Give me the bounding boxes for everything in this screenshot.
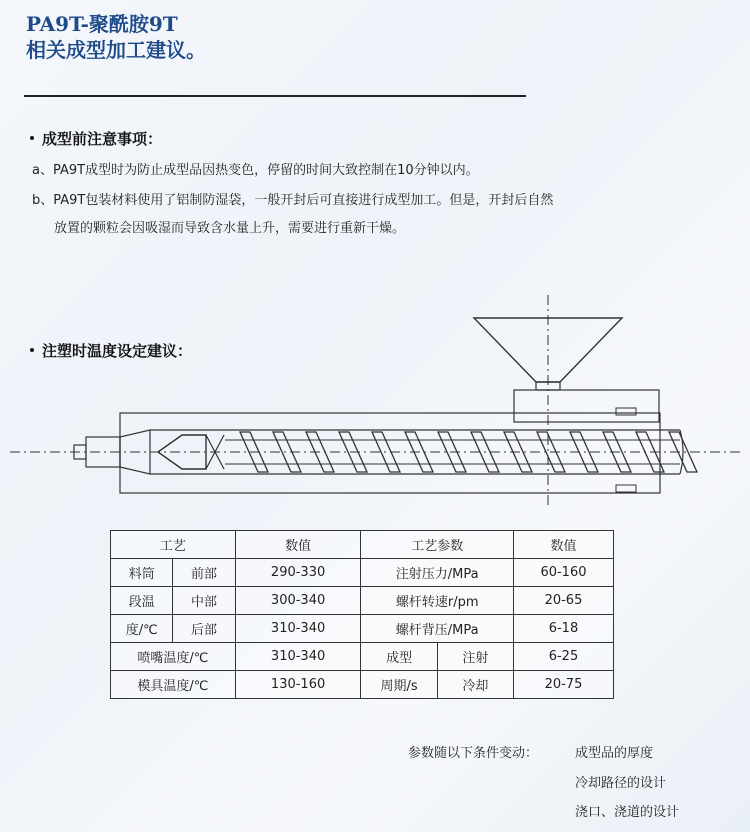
cell-barrel: 料筒	[111, 559, 173, 587]
header-value: 数值	[235, 531, 361, 559]
cell-section: 段温	[111, 587, 173, 615]
cell-value: 130-160	[235, 671, 361, 699]
feed-block	[514, 390, 659, 422]
section-precautions-label: 成型前注意事项：	[42, 130, 163, 148]
table-row	[111, 587, 614, 615]
table-row	[111, 643, 614, 671]
header-process: 工艺	[111, 531, 236, 559]
notes-label: 参数随以下条件变动：	[408, 746, 539, 761]
cell-cycle: 周期/s	[361, 671, 437, 699]
processing-parameters-table	[110, 530, 614, 699]
note-item-gate: 浇口、浇道的设计	[575, 805, 680, 820]
cell-value: 6-18	[513, 615, 613, 643]
cell-front: 前部	[173, 559, 235, 587]
injection-screw-diagram	[0, 290, 750, 530]
cell-value: 60-160	[513, 559, 613, 587]
cell-injection: 注射	[437, 643, 513, 671]
cooling-port-top	[616, 408, 636, 415]
cell-value: 290-330	[235, 559, 361, 587]
cell-value: 310-340	[235, 615, 361, 643]
precaution-item-b-line1: b、PA9T包装材料使用了铝制防湿袋，一般开封后可直接进行成型加工。但是，开封后自然	[32, 193, 554, 208]
screw-flights	[240, 432, 697, 472]
cell-param: 螺杆转速r/pm	[361, 587, 514, 615]
precaution-item-b-line2: 放置的颗粒会因吸湿而导致含水量上升，需要进行重新干燥。	[54, 221, 406, 236]
page-title-line1: PA9T-聚酰胺9T	[26, 12, 178, 36]
cell-cooling: 冷却	[437, 671, 513, 699]
cooling-port-bottom	[616, 485, 636, 492]
cell-param: 螺杆背压/MPa	[361, 615, 514, 643]
table-row	[111, 615, 614, 643]
cell-rear: 后部	[173, 615, 235, 643]
cell-middle: 中部	[173, 587, 235, 615]
header-value-2: 数值	[513, 531, 613, 559]
note-item-thickness: 成型品的厚度	[575, 746, 654, 761]
cell-molding: 成型	[361, 643, 437, 671]
table-row	[111, 671, 614, 699]
page-title-line2: 相关成型加工建议。	[26, 38, 206, 62]
title-divider	[24, 95, 526, 97]
cell-value: 300-340	[235, 587, 361, 615]
cell-param: 注射压力/MPa	[361, 559, 514, 587]
precaution-item-a: a、PA9T成型时为防止成型品因热变色，停留的时间大致控制在10分钟以内。	[32, 163, 479, 178]
note-item-cooling: 冷却路径的设计	[575, 776, 667, 791]
cell-value: 20-65	[513, 587, 613, 615]
cell-temp-unit: 度/℃	[111, 615, 173, 643]
cell-mold-temp: 模具温度/℃	[111, 671, 236, 699]
bullet-icon	[30, 136, 34, 140]
table-row	[111, 559, 614, 587]
cell-value: 20-75	[513, 671, 613, 699]
section-temperature-label: 注塑时温度设定建议：	[42, 342, 193, 360]
table-header-row	[111, 531, 614, 559]
cell-nozzle-temp: 喷嘴温度/℃	[111, 643, 236, 671]
cell-value: 6-25	[513, 643, 613, 671]
cell-value: 310-340	[235, 643, 361, 671]
header-parameter: 工艺参数	[361, 531, 514, 559]
section-precautions-heading	[30, 128, 162, 149]
